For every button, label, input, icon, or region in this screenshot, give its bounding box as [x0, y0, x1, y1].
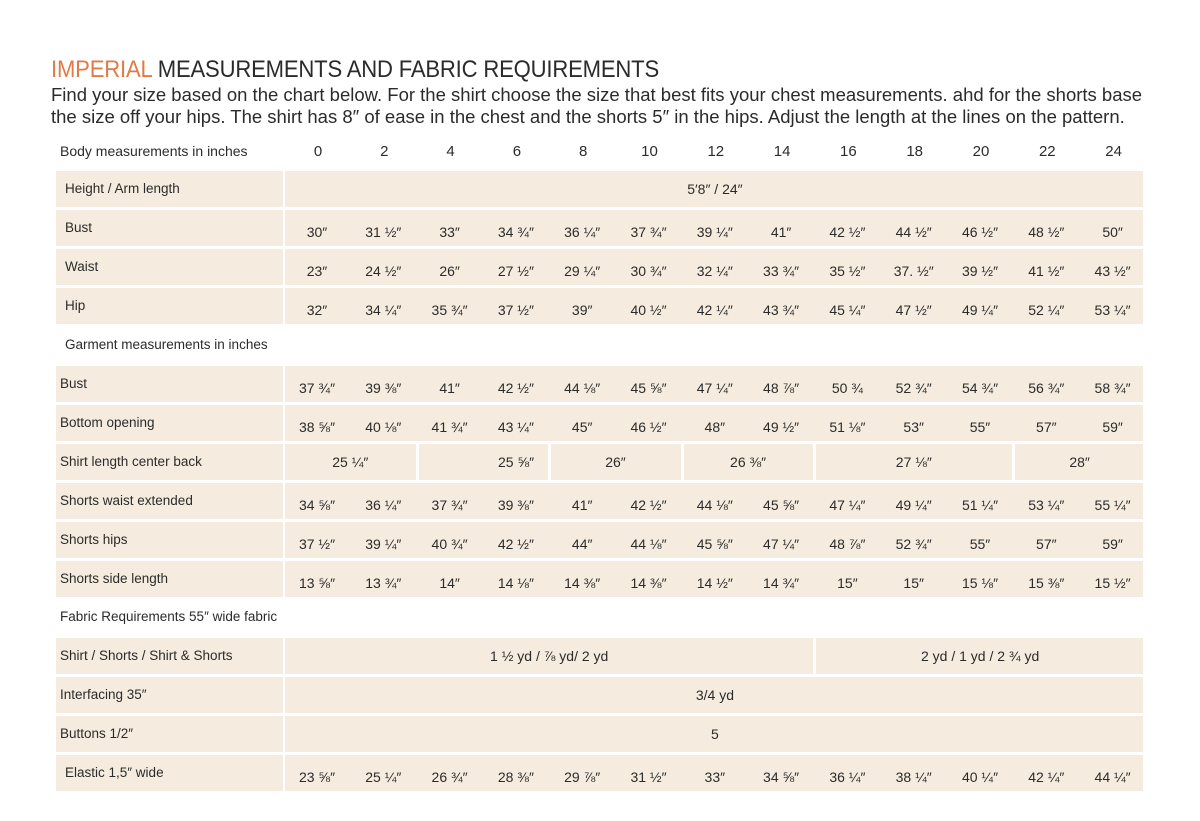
merged-cell: 26 ⅜″: [730, 454, 767, 470]
table-cell: 55″: [969, 419, 991, 435]
intro-text: Find your size based on the chart below. For the shirt choose the size that best fits your chest measurements. ahd for the shorts base the size off your hips. The shirt has 8″ of ease in the chest and the shorts 5″ in the hips. Adjust the length at the lines on the pattern.: [51, 84, 1143, 127]
span-divider: [416, 444, 419, 480]
table-cell: 47 ½″: [895, 302, 932, 318]
span-divider: [1012, 444, 1015, 480]
table-cell: 45 ⅝″: [763, 497, 800, 513]
table-cell: 45 ⅝″: [630, 380, 667, 396]
table-cell: 54 ¾″: [961, 380, 999, 396]
table-cell: 59″: [1102, 419, 1123, 435]
size-header: 18: [906, 143, 924, 160]
table-cell: 15 ⅛″: [961, 575, 999, 591]
table-cell: 40 ¼″: [961, 769, 999, 785]
row-label: Bust: [65, 220, 93, 235]
table-cell: 48 ⅞″: [829, 536, 866, 552]
table-cell: 45″: [571, 419, 593, 435]
section-label: Fabric Requirements 55″ wide fabric: [60, 609, 278, 624]
table-cell: 14 ½″: [696, 575, 733, 591]
size-header: 6: [512, 143, 522, 160]
table-cell: 24 ½″: [365, 263, 402, 279]
row-label: Shorts hips: [60, 532, 128, 547]
table-cell: 37 ¾″: [630, 224, 667, 240]
table-cell: 34 ¼″: [365, 302, 402, 318]
table-cell: 48 ½″: [1028, 224, 1065, 240]
title-accent: IMPERIAL: [51, 56, 152, 83]
table-cell: 49 ¼″: [961, 302, 999, 318]
table-cell: 41 ¾″: [431, 419, 468, 435]
table-cell: 42 ½″: [630, 497, 667, 513]
merged-cell: 1 ½ yd / ⅞ yd/ 2 yd: [490, 648, 609, 664]
table-cell: 42 ¼″: [696, 302, 733, 318]
size-header: 14: [773, 143, 791, 160]
size-header: 2: [380, 143, 389, 160]
table-cell: 36 ¼″: [829, 769, 866, 785]
table-cell: 44 ¼″: [1094, 769, 1131, 785]
table-cell: 46 ½″: [630, 419, 667, 435]
table-cell: 35 ½″: [829, 263, 866, 279]
table-cell: 14 ⅜″: [630, 575, 667, 591]
table-cell: 39″: [571, 302, 593, 318]
row-label: Shorts waist extended: [60, 493, 193, 508]
span-divider: [813, 638, 816, 674]
table-cell: 36 ¼″: [365, 497, 402, 513]
table-cell: 33 ¾″: [763, 263, 800, 279]
table-cell: 48 ⅞″: [763, 380, 800, 396]
table-cell: 39 ¼″: [365, 536, 402, 552]
table-cell: 39 ⅜″: [365, 380, 402, 396]
table-cell: 15″: [903, 575, 924, 591]
body-measurements-header: Body measurements in inches: [60, 143, 248, 159]
table-cell: 52 ¼″: [1028, 302, 1065, 318]
size-header: 8: [579, 143, 588, 160]
size-header: 4: [446, 143, 455, 160]
row-label: Bottom opening: [60, 415, 155, 430]
table-cell: 53 ¼″: [1094, 302, 1131, 318]
table-cell: 14 ⅛″: [497, 575, 534, 591]
table-cell: 30″: [306, 224, 328, 240]
table-cell: 59″: [1102, 536, 1123, 552]
span-divider: [548, 444, 551, 480]
table-cell: 42 ½″: [497, 536, 534, 552]
row-label: Buttons 1/2″: [60, 726, 134, 741]
table-cell: 35 ¾″: [431, 302, 468, 318]
table-cell: 43 ½″: [1094, 263, 1131, 279]
table-cell: 15″: [837, 575, 858, 591]
table-cell: 27 ½″: [497, 263, 534, 279]
table-cell: 34 ¾″: [497, 224, 534, 240]
table-cell: 15 ½″: [1094, 575, 1131, 591]
table-cell: 14 ⅜″: [564, 575, 601, 591]
merged-cell: 5: [711, 726, 719, 742]
row-label: Interfacing 35″: [60, 687, 147, 702]
row-label: Shirt length center back: [60, 454, 202, 469]
table-cell: 26″: [439, 263, 460, 279]
merged-cell: 28″: [1069, 454, 1090, 470]
table-cell: 44 ½″: [895, 224, 932, 240]
row-label: Height / Arm length: [65, 181, 180, 196]
row-label: Elastic 1,5″ wide: [65, 765, 164, 780]
table-cell: 23″: [306, 263, 328, 279]
table-cell: 40 ⅛″: [365, 419, 402, 435]
table-cell: 47 ¼″: [696, 380, 733, 396]
table-cell: 52 ¾″: [895, 380, 932, 396]
table-cell: 33″: [704, 769, 726, 785]
table-cell: 44 ⅛″: [564, 380, 601, 396]
table-cell: 23 ⅝″: [298, 769, 336, 785]
merged-cell: 27 ⅛″: [895, 454, 932, 470]
table-cell: 44″: [571, 536, 593, 552]
table-cell: 52 ¾″: [895, 536, 932, 552]
table-cell: 37 ½″: [298, 536, 336, 552]
size-header: 10: [641, 143, 658, 160]
table-cell: 36 ¼″: [564, 224, 601, 240]
table-cell: 37 ¾″: [298, 380, 336, 396]
table-cell: 29 ⅞″: [564, 769, 601, 785]
table-cell: 38 ⅝″: [298, 419, 336, 435]
title-rest: MEASUREMENTS AND FABRIC REQUIREMENTS: [151, 56, 660, 83]
table-cell: 32″: [306, 302, 328, 318]
merged-cell: 2 yd / 1 yd / 2 ¾ yd: [920, 648, 1040, 664]
table-cell: 55 ¼″: [1094, 497, 1131, 513]
table-cell: 33″: [439, 224, 460, 240]
merged-cell: 5′8″ / 24″: [687, 181, 743, 197]
table-cell: 42 ½″: [497, 380, 534, 396]
table-cell: 14 ¾″: [763, 575, 800, 591]
table-cell: 14″: [439, 575, 460, 591]
table-cell: 13 ⅝″: [298, 575, 336, 591]
table-cell: 26 ¾″: [431, 769, 468, 785]
merged-cell: 25 ¼″: [332, 454, 369, 470]
size-header: 12: [707, 143, 725, 160]
table-cell: 39 ⅜″: [497, 497, 534, 513]
size-header: 20: [972, 143, 990, 160]
table-cell: 49 ½″: [763, 419, 800, 435]
span-divider: [813, 444, 816, 480]
table-cell: 25 ¼″: [365, 769, 402, 785]
table-cell: 28 ⅜″: [497, 769, 534, 785]
table-cell: 44 ⅛″: [696, 497, 733, 513]
table-cell: 48″: [704, 419, 726, 435]
table-cell: 51 ⅛″: [829, 419, 866, 435]
table-cell: 53 ¼″: [1028, 497, 1065, 513]
table-cell: 39 ¼″: [696, 224, 733, 240]
table-cell: 15 ⅜″: [1028, 575, 1065, 591]
table-cell: 47 ¼″: [829, 497, 866, 513]
span-divider: [681, 444, 684, 480]
table-cell: 41″: [770, 224, 792, 240]
table-cell: 31 ½″: [630, 769, 667, 785]
row-label: Waist: [65, 259, 99, 274]
table-cell: 39 ½″: [961, 263, 999, 279]
table-cell: 42 ¼″: [1028, 769, 1065, 785]
table-cell: 41 ½″: [1028, 263, 1065, 279]
table-cell: 40 ¾″: [431, 536, 468, 552]
table-cell: 51 ¼″: [961, 497, 999, 513]
table-cell: 13 ¾″: [365, 575, 402, 591]
table-cell: 30 ¾″: [630, 263, 667, 279]
merged-cell: 26″: [605, 454, 626, 470]
table-cell: 41″: [571, 497, 593, 513]
table-cell: 50 ¾: [831, 380, 863, 396]
table-cell: 43 ¼″: [497, 419, 534, 435]
size-header: 0: [313, 143, 323, 160]
table-cell: 55″: [969, 536, 991, 552]
table-cell: 57″: [1036, 536, 1057, 552]
section-label: Garment measurements in inches: [65, 337, 268, 352]
table-cell: 43 ¾″: [763, 302, 800, 318]
table-cell: 42 ½″: [829, 224, 866, 240]
merged-cell: 25 ⅝″: [497, 454, 535, 470]
row-label: Shorts side length: [60, 571, 169, 586]
size-header: 22: [1038, 143, 1056, 160]
table-cell: 31 ½″: [365, 224, 402, 240]
page-title: [51, 56, 659, 84]
size-header: 24: [1105, 143, 1122, 160]
table-cell: 32 ¼″: [696, 263, 733, 279]
table-cell: 56 ¾″: [1028, 380, 1065, 396]
table-cell: 50″: [1102, 224, 1123, 240]
table-cell: 47 ¼″: [763, 536, 800, 552]
table-cell: 37. ½″: [893, 263, 934, 279]
table-cell: 57″: [1036, 419, 1057, 435]
table-cell: 40 ½″: [630, 302, 667, 318]
table-cell: 45 ¼″: [829, 302, 866, 318]
table-cell: 29 ¼″: [564, 263, 601, 279]
table-cell: 45 ⅝″: [696, 536, 733, 552]
row-label: Bust: [60, 376, 88, 391]
table-cell: 37 ¾″: [431, 497, 468, 513]
table-cell: 53″: [903, 419, 924, 435]
row-label: Shirt / Shorts / Shirt & Shorts: [60, 648, 233, 663]
table-cell: 41″: [439, 380, 460, 396]
table-cell: 58 ¾″: [1094, 380, 1131, 396]
table-cell: 34 ⅝″: [298, 497, 336, 513]
table-cell: 44 ⅛″: [630, 536, 667, 552]
size-header: 16: [840, 143, 857, 160]
merged-cell: 3/4 yd: [695, 687, 735, 703]
table-cell: 38 ¼″: [895, 769, 932, 785]
table-cell: 49 ¼″: [895, 497, 932, 513]
table-cell: 46 ½″: [961, 224, 999, 240]
table-cell: 34 ⅝″: [763, 769, 800, 785]
table-cell: 37 ½″: [497, 302, 534, 318]
row-label: Hip: [65, 298, 86, 313]
